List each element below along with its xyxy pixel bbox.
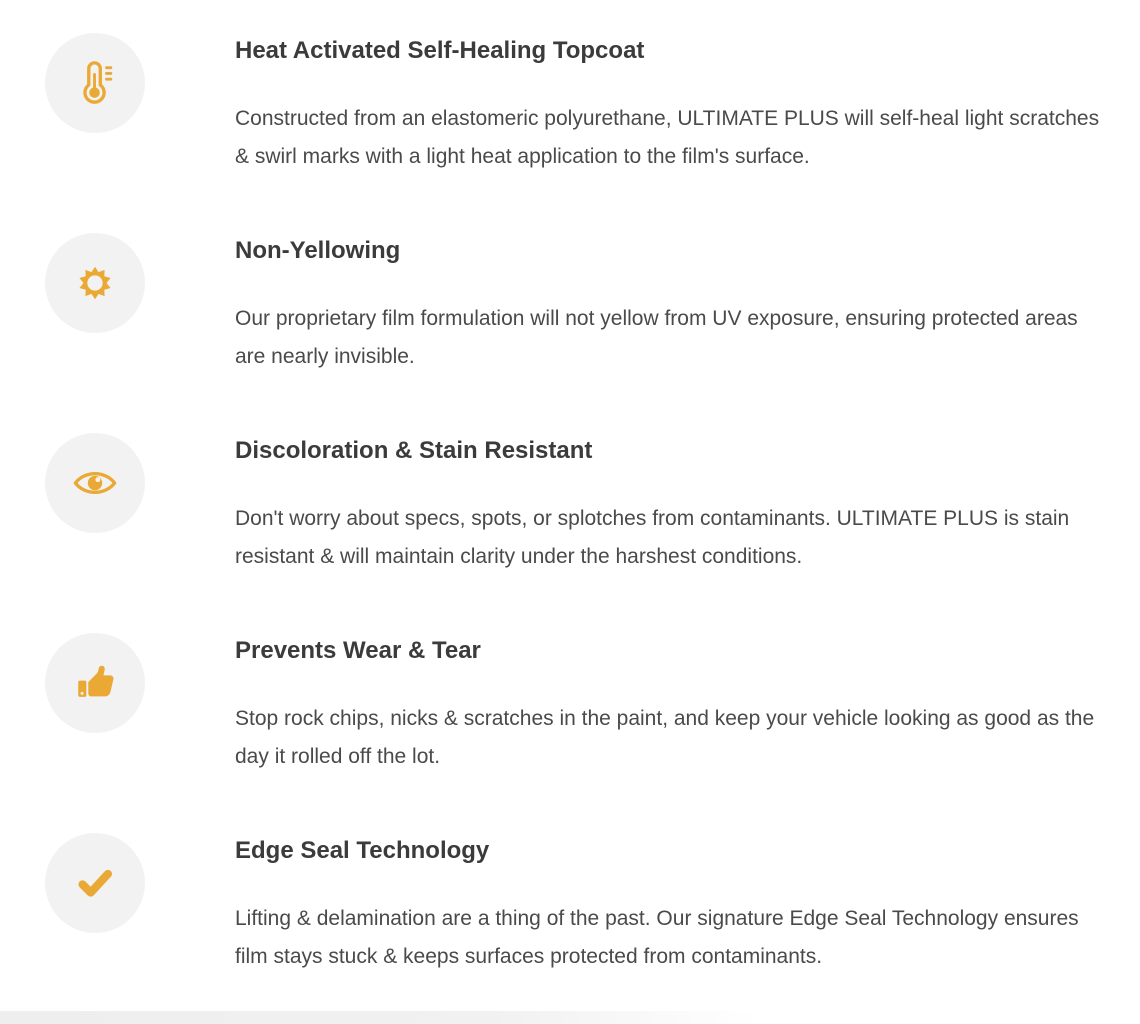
feature-description: Our proprietary film formulation will not yellow from UV exposure, ensuring protected areas are nearly invisible. — [235, 307, 1078, 368]
check-icon — [72, 860, 118, 906]
feature-text-block — [235, 33, 1105, 176]
thumbs-up-icon — [72, 660, 118, 706]
product-features-list — [45, 33, 1105, 1024]
feature-description: Constructed from an elastomeric polyurethane, ULTIMATE PLUS will self-heal light scratches & swirl marks with a light heat application to the film's surface. — [235, 107, 1100, 168]
feature-title: Non-Yellowing — [235, 237, 401, 264]
feature-icon-circle — [45, 33, 145, 133]
sun-icon — [72, 260, 118, 306]
feature-description: Lifting & delamination are a thing of the past. Our signature Edge Seal Technology ensures film stays stuck & keeps surfaces protected from contaminants. — [235, 907, 1079, 968]
feature-text-block — [235, 833, 1105, 976]
feature-icon-circle — [45, 233, 145, 333]
feature-description: Don't worry about specs, spots, or splotches from contaminants. ULTIMATE PLUS is stain resistant & will maintain clarity under the harshest conditions. — [235, 507, 1070, 568]
feature-row-prevents-wear — [45, 633, 1105, 776]
feature-description: Stop rock chips, nicks & scratches in the paint, and keep your vehicle looking as good as the day it rolled off the lot. — [235, 707, 1095, 768]
feature-icon-circle — [45, 433, 145, 533]
feature-icon-circle — [45, 633, 145, 733]
feature-title: Prevents Wear & Tear — [235, 637, 481, 664]
eye-icon — [72, 460, 118, 506]
feature-title: Heat Activated Self-Healing Topcoat — [235, 37, 645, 64]
feature-title: Discoloration & Stain Resistant — [235, 437, 593, 464]
feature-row-non-yellowing — [45, 233, 1105, 376]
feature-row-edge-seal — [45, 833, 1105, 976]
feature-text-block — [235, 633, 1105, 776]
feature-title: Edge Seal Technology — [235, 837, 490, 864]
feature-text-block — [235, 433, 1105, 576]
feature-row-heat-activated — [45, 33, 1105, 176]
next-section-top-edge — [0, 1011, 760, 1024]
feature-text-block — [235, 233, 1105, 376]
feature-icon-circle — [45, 833, 145, 933]
feature-row-stain-resistant — [45, 433, 1105, 576]
thermometer-icon — [72, 60, 118, 106]
